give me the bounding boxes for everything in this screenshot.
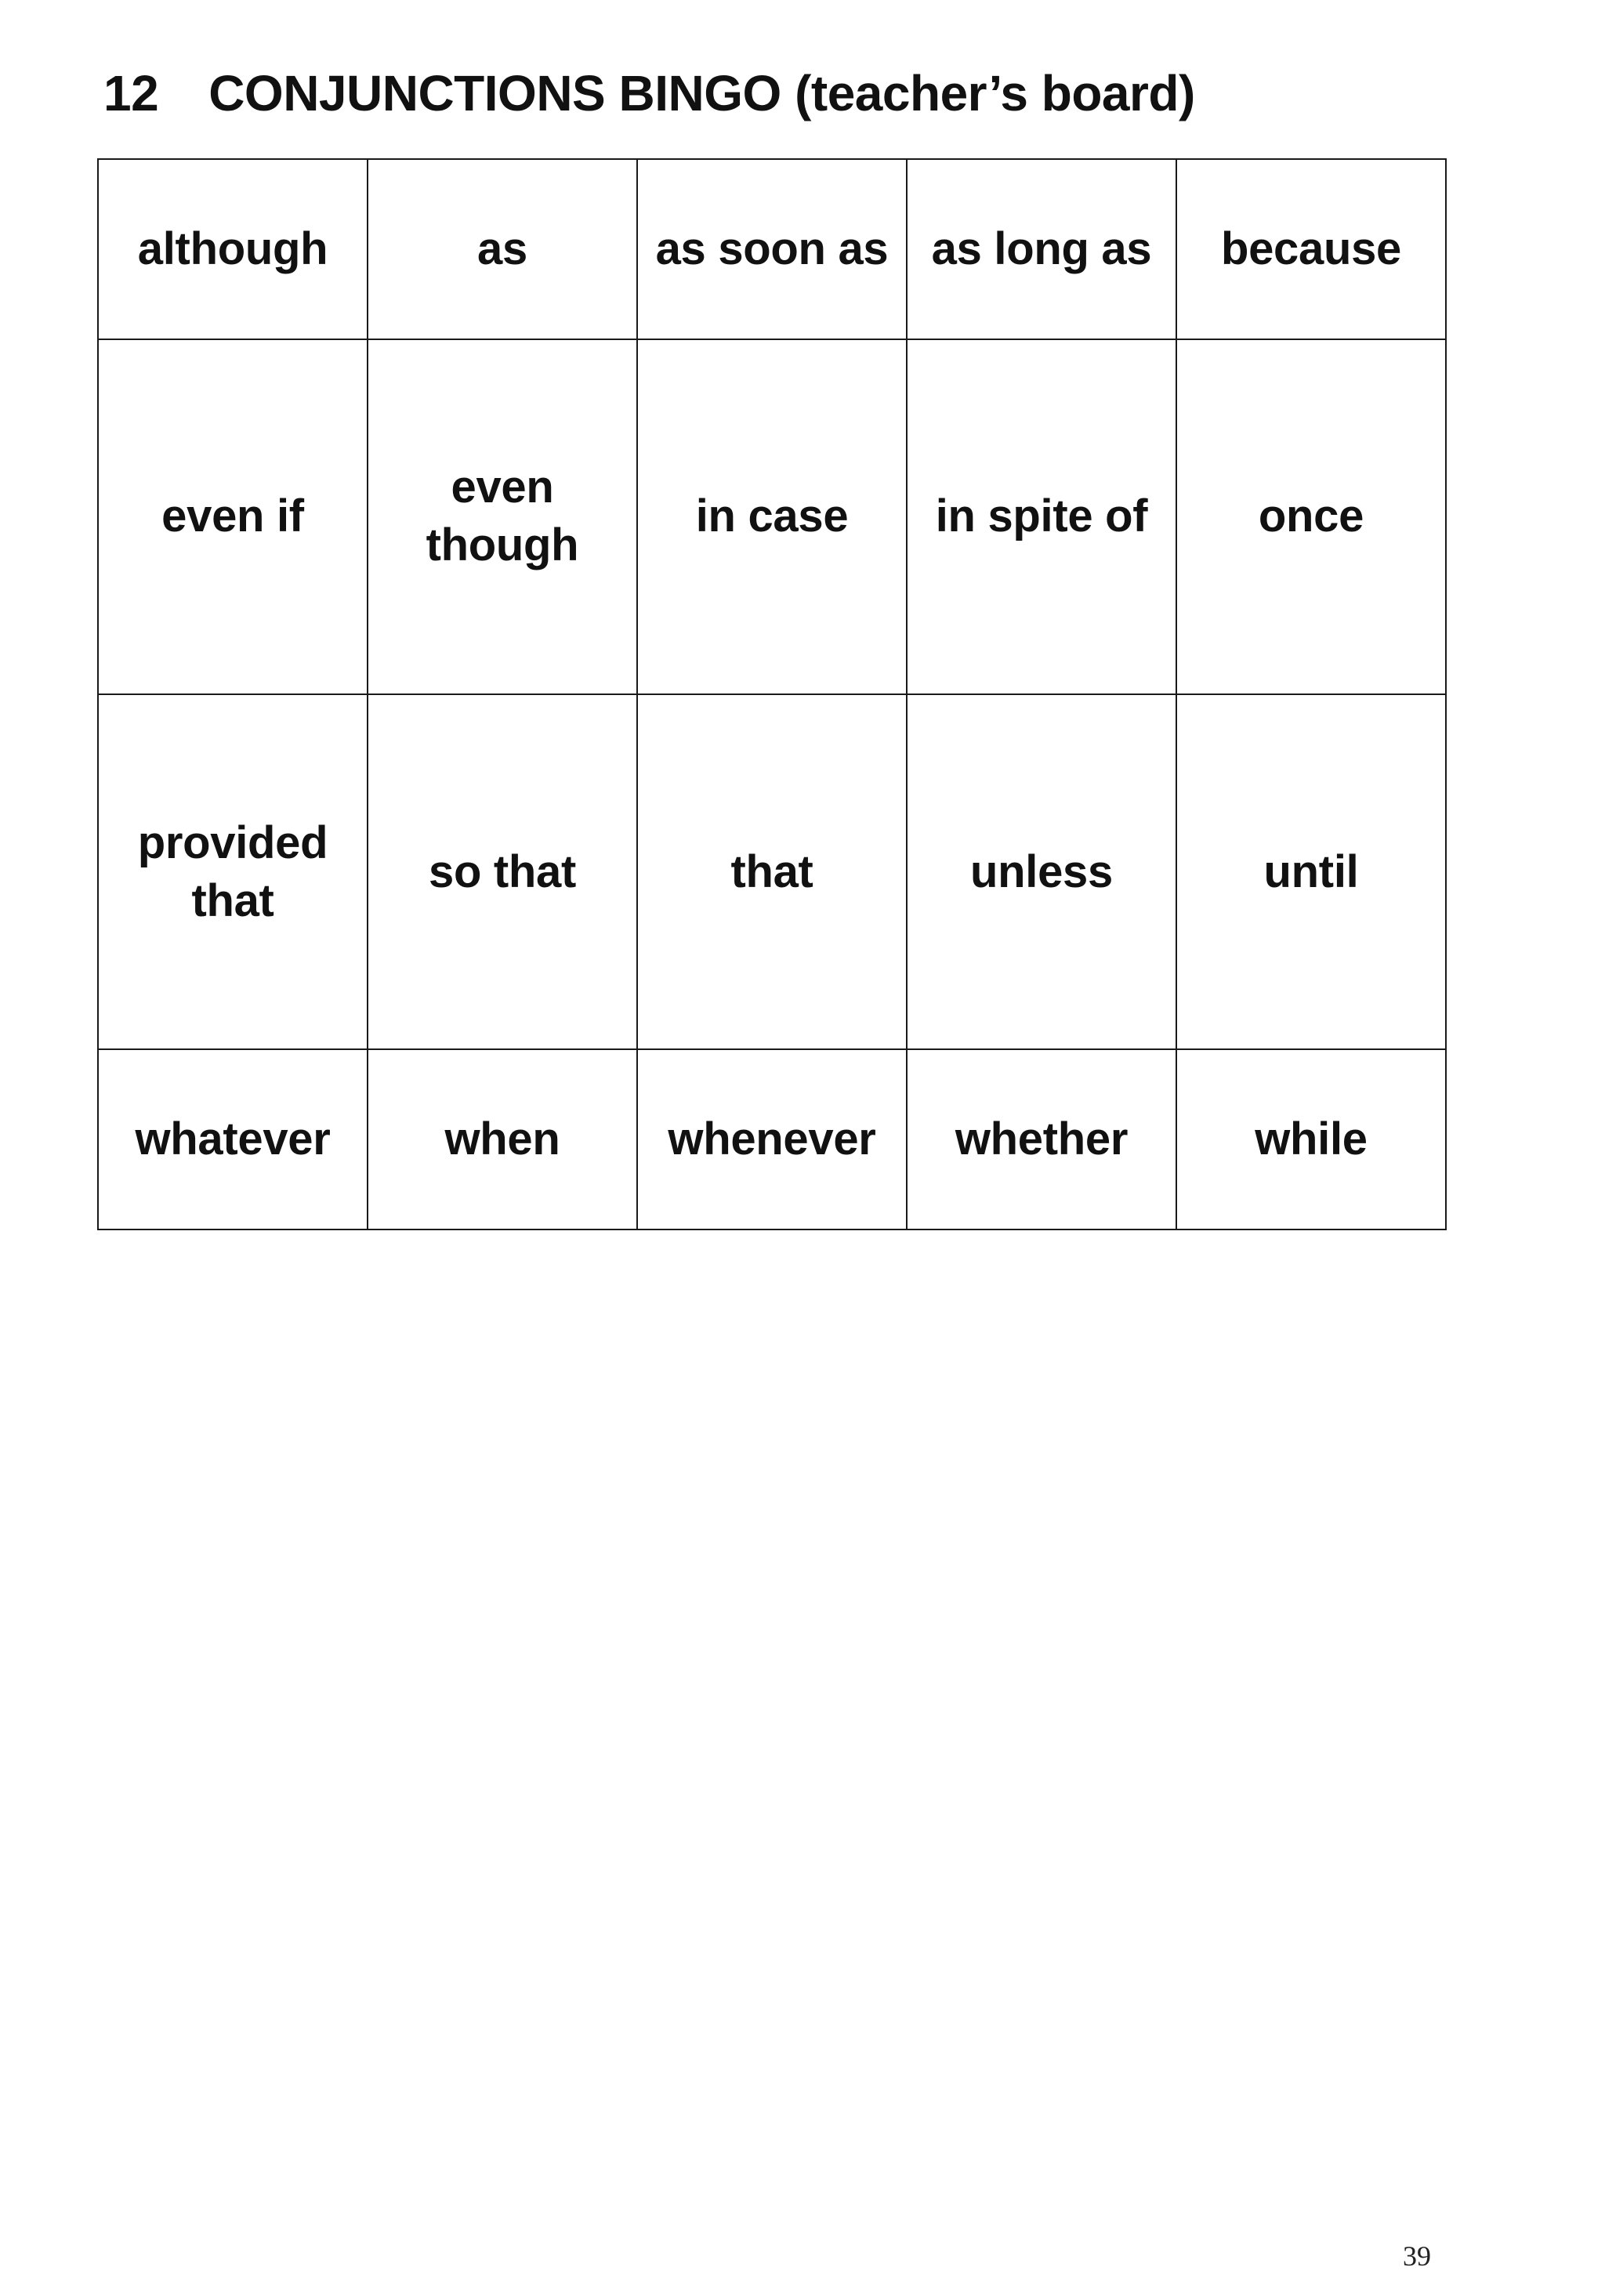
bingo-board bbox=[97, 158, 1447, 1230]
board-cell: as soon as bbox=[637, 159, 907, 339]
board-row bbox=[98, 1049, 1446, 1229]
board-cell: whether bbox=[907, 1049, 1176, 1229]
board-cell: while bbox=[1176, 1049, 1446, 1229]
board-cell: when bbox=[368, 1049, 637, 1229]
board-cell: as bbox=[368, 159, 637, 339]
board-cell: in spite of bbox=[907, 339, 1176, 694]
section-number: 12 bbox=[103, 65, 159, 121]
board-cell: although bbox=[98, 159, 368, 339]
board-cell: so that bbox=[368, 694, 637, 1049]
board-cell: because bbox=[1176, 159, 1446, 339]
board-cell: until bbox=[1176, 694, 1446, 1049]
board-cell: that bbox=[637, 694, 907, 1049]
board-cell: as long as bbox=[907, 159, 1176, 339]
board-cell: whatever bbox=[98, 1049, 368, 1229]
page-number: 39 bbox=[1403, 2240, 1431, 2272]
board-cell: unless bbox=[907, 694, 1176, 1049]
page-title bbox=[103, 64, 1195, 122]
board-row bbox=[98, 694, 1446, 1049]
board-cell: once bbox=[1176, 339, 1446, 694]
board-cell: in case bbox=[637, 339, 907, 694]
board-cell: whenever bbox=[637, 1049, 907, 1229]
board-cell: provided that bbox=[98, 694, 368, 1049]
title-text: CONJUNCTIONS BINGO (teacher’s board) bbox=[208, 65, 1195, 121]
board-row bbox=[98, 159, 1446, 339]
board-row bbox=[98, 339, 1446, 694]
board-cell: even though bbox=[368, 339, 637, 694]
board-cell: even if bbox=[98, 339, 368, 694]
